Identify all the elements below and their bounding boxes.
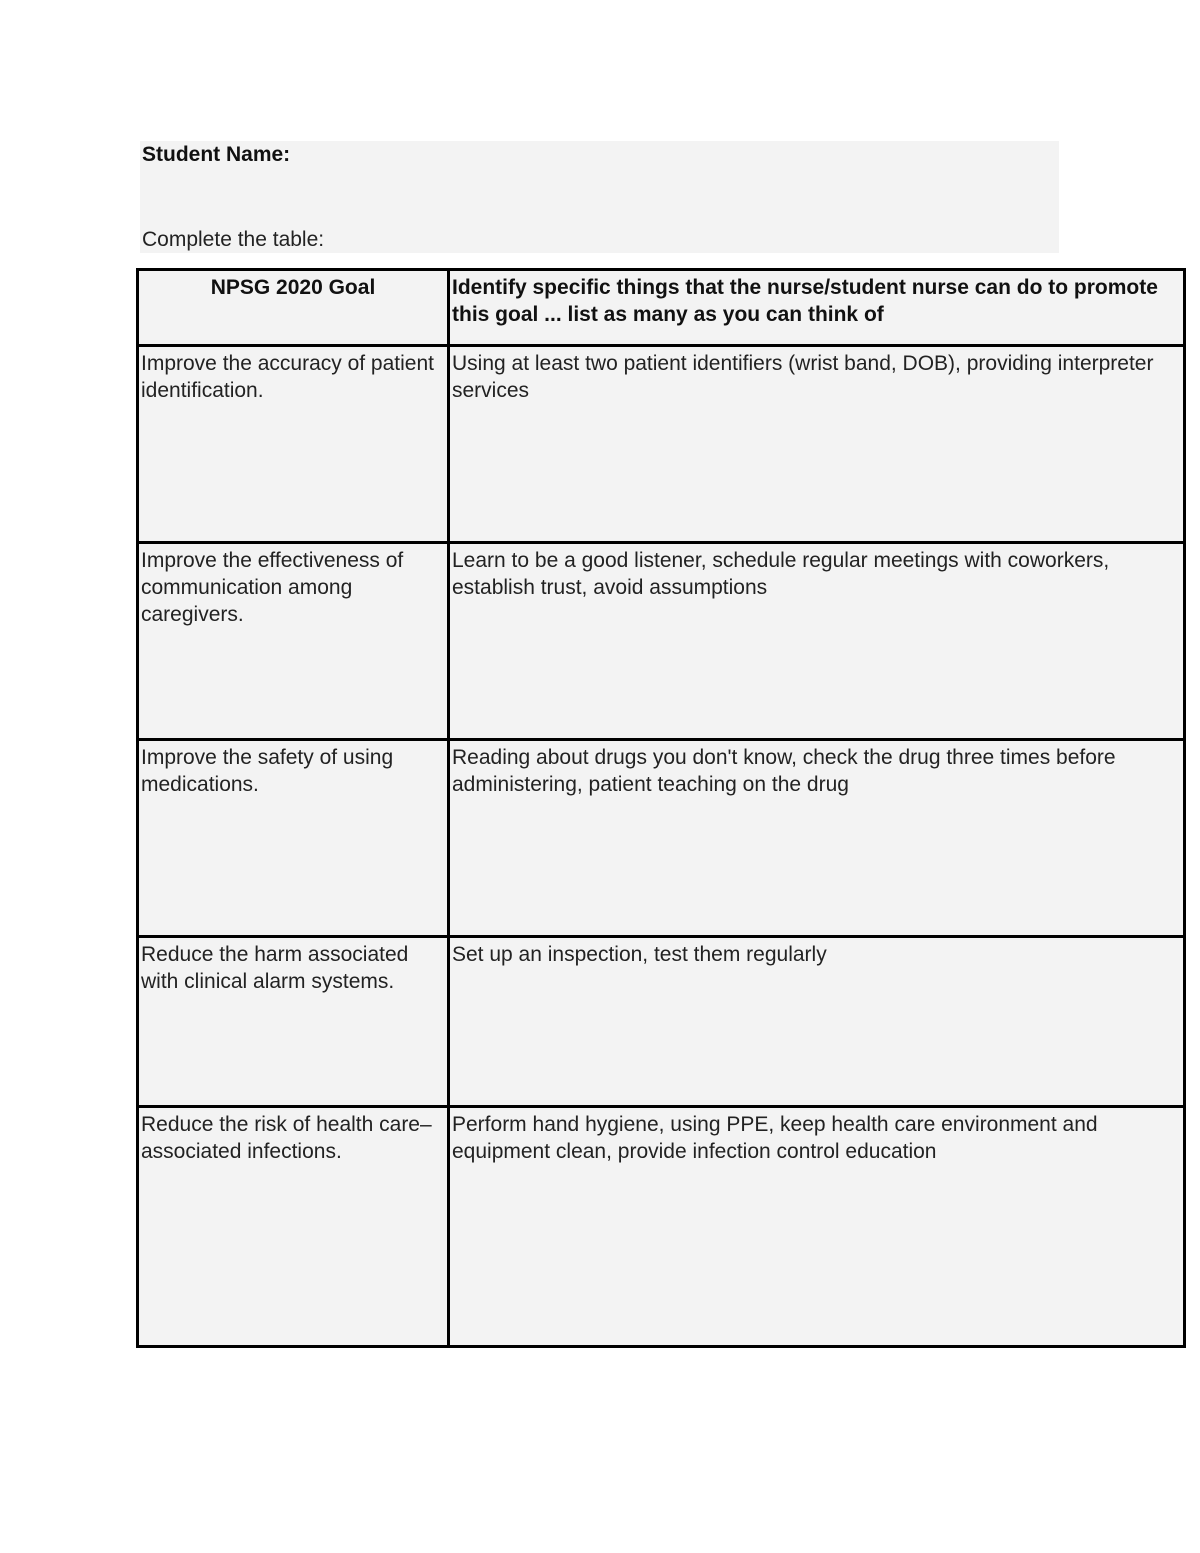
actions-cell[interactable]: Learn to be a good listener, schedule regular meetings with coworkers, establish trust, avoid assumptions	[449, 543, 1185, 740]
goal-cell: Reduce the risk of health care–associated infections.	[138, 1107, 449, 1347]
goal-cell: Improve the effectiveness of communication among caregivers.	[138, 543, 449, 740]
goal-cell: Improve the accuracy of patient identification.	[138, 346, 449, 543]
goal-cell: Improve the safety of using medications.	[138, 740, 449, 937]
column-header-actions: Identify specific things that the nurse/student nurse can do to promote this goal ... list as many as you can think of	[449, 270, 1185, 346]
actions-cell[interactable]: Perform hand hygiene, using PPE, keep health care environment and equipment clean, provide infection control education	[449, 1107, 1185, 1347]
table-header-row	[138, 270, 1185, 346]
actions-cell[interactable]: Using at least two patient identifiers (wrist band, DOB), providing interpreter services	[449, 346, 1185, 543]
instruction-text: Complete the table:	[142, 228, 325, 251]
table-row	[138, 1107, 1185, 1347]
table-row	[138, 740, 1185, 937]
column-header-goal: NPSG 2020 Goal	[138, 270, 449, 346]
goal-cell: Reduce the harm associated with clinical alarm systems.	[138, 937, 449, 1107]
actions-cell[interactable]: Set up an inspection, test them regularly	[449, 937, 1185, 1107]
student-name-label: Student Name:	[142, 143, 291, 166]
table-row	[138, 937, 1185, 1107]
table-row	[138, 543, 1185, 740]
actions-cell[interactable]: Reading about drugs you don't know, check the drug three times before administering, patient teaching on the drug	[449, 740, 1185, 937]
npsg-goals-table	[136, 268, 1186, 1348]
table-row	[138, 346, 1185, 543]
